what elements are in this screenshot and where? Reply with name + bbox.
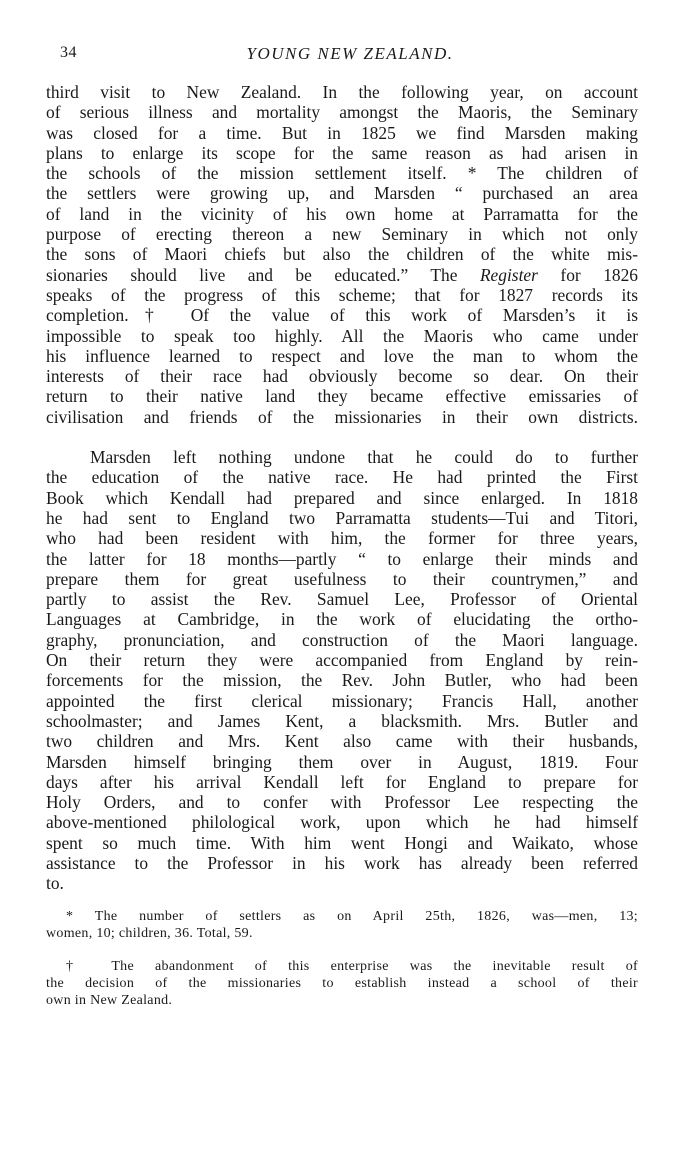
body-text <box>46 82 638 1009</box>
text-line: the sons of Maori chiefs but also the children of the white mis- <box>46 244 638 265</box>
text-line: Marsden left nothing undone that he could do to further <box>90 447 638 468</box>
page-header <box>60 44 640 68</box>
paragraph-1 <box>46 82 638 427</box>
footnote-2 <box>46 958 638 1009</box>
page-number: 34 <box>60 44 77 61</box>
text-line: appointed the first clerical missionary; Francis Hall, another <box>46 690 638 711</box>
text-line: who had been resident with him, the former for three years, <box>46 528 638 549</box>
footnote-line: own in New Zealand. <box>46 992 173 1008</box>
text-line: impossible to speak too highly. All the Maoris who came under <box>46 325 638 346</box>
text-line: purpose of erecting thereon a new Seminary in which not only <box>46 224 638 245</box>
text-line: the education of the native race. He had printed the First <box>46 467 638 488</box>
text-line: his influence learned to respect and love the man to whom the <box>46 345 638 366</box>
running-title: YOUNG NEW ZEALAND. <box>246 44 454 63</box>
text-line: partly to assist the Rev. Samuel Lee, Professor of Oriental <box>46 589 638 610</box>
text-line: interests of their race had obviously become so dear. On their <box>46 366 638 387</box>
text-line: of land in the vicinity of his own home at Parramatta for the <box>46 203 638 224</box>
text-line: prepare them for great usefulness to their countrymen,” and <box>46 568 638 589</box>
text-line: the schools of the mission settlement itself. * The children of <box>46 163 638 184</box>
text-line: to. <box>46 873 64 894</box>
text-line: above-mentioned philological work, upon which he had himself <box>46 812 638 833</box>
footnote-line: † The abandonment of this enterprise was the inevitable result of <box>66 958 638 974</box>
text-line: schoolmaster; and James Kent, a blacksmith. Mrs. Butler and <box>46 710 638 731</box>
text-line: assistance to the Professor in his work has already been referred <box>46 852 638 873</box>
text-line: civilisation and friends of the missionaries in their own districts. <box>46 406 638 427</box>
text-segment: sionaries should live and be educated.” The <box>46 264 480 285</box>
text-line-register <box>46 265 638 285</box>
footnote-line: the decision of the missionaries to establish instead a school of their <box>46 975 638 991</box>
text-line: forcements for the mission, the Rev. John Butler, who had been <box>46 670 638 691</box>
text-line: spent so much time. With him went Hongi and Waikato, whose <box>46 832 638 853</box>
text-line: was closed for a time. But in 1825 we find Marsden making <box>46 122 638 143</box>
text-line: speaks of the progress of this scheme; that for 1827 records its <box>46 284 638 305</box>
footnote-line: * The number of settlers as on April 25th, 1826, was—men, 13; <box>66 908 638 924</box>
text-line: days after his arrival Kendall left for England to prepare for <box>46 771 638 792</box>
text-line: of serious illness and mortality amongst the Maoris, the Seminary <box>46 102 638 123</box>
text-line: return to their native land they became effective emissaries of <box>46 386 638 407</box>
text-line: Holy Orders, and to confer with Professor Lee respecting the <box>46 792 638 813</box>
text-line: third visit to New Zealand. In the following year, on account <box>46 82 638 102</box>
text-line: completion.† Of the value of this work of Marsden’s it is <box>46 305 638 326</box>
paragraph-2 <box>46 447 638 894</box>
italic-title-register: Register <box>479 264 538 285</box>
text-line: two children and Mrs. Kent also came with their husbands, <box>46 731 638 752</box>
footnote-1 <box>46 908 638 942</box>
text-line: the settlers were growing up, and Marsden “ purchased an area <box>46 183 638 204</box>
text-line: plans to enlarge its scope for the same reason as had arisen in <box>46 142 638 163</box>
text-line: the latter for 18 months—partly “ to enlarge their minds and <box>46 548 638 569</box>
text-segment: for 1826 <box>537 264 638 285</box>
text-line: Languages at Cambridge, in the work of elucidating the ortho- <box>46 609 638 630</box>
text-line: graphy, pronunciation, and construction of the Maori language. <box>46 629 638 650</box>
text-line: he had sent to England two Parramatta students—Tui and Titori, <box>46 507 638 528</box>
text-line: Book which Kendall had prepared and since enlarged. In 1818 <box>46 487 638 508</box>
text-line: On their return they were accompanied from England by rein- <box>46 650 638 671</box>
footnote-line: women, 10; children, 36. Total, 59. <box>46 925 253 941</box>
text-line: Marsden himself bringing them over in August, 1819. Four <box>46 751 638 772</box>
